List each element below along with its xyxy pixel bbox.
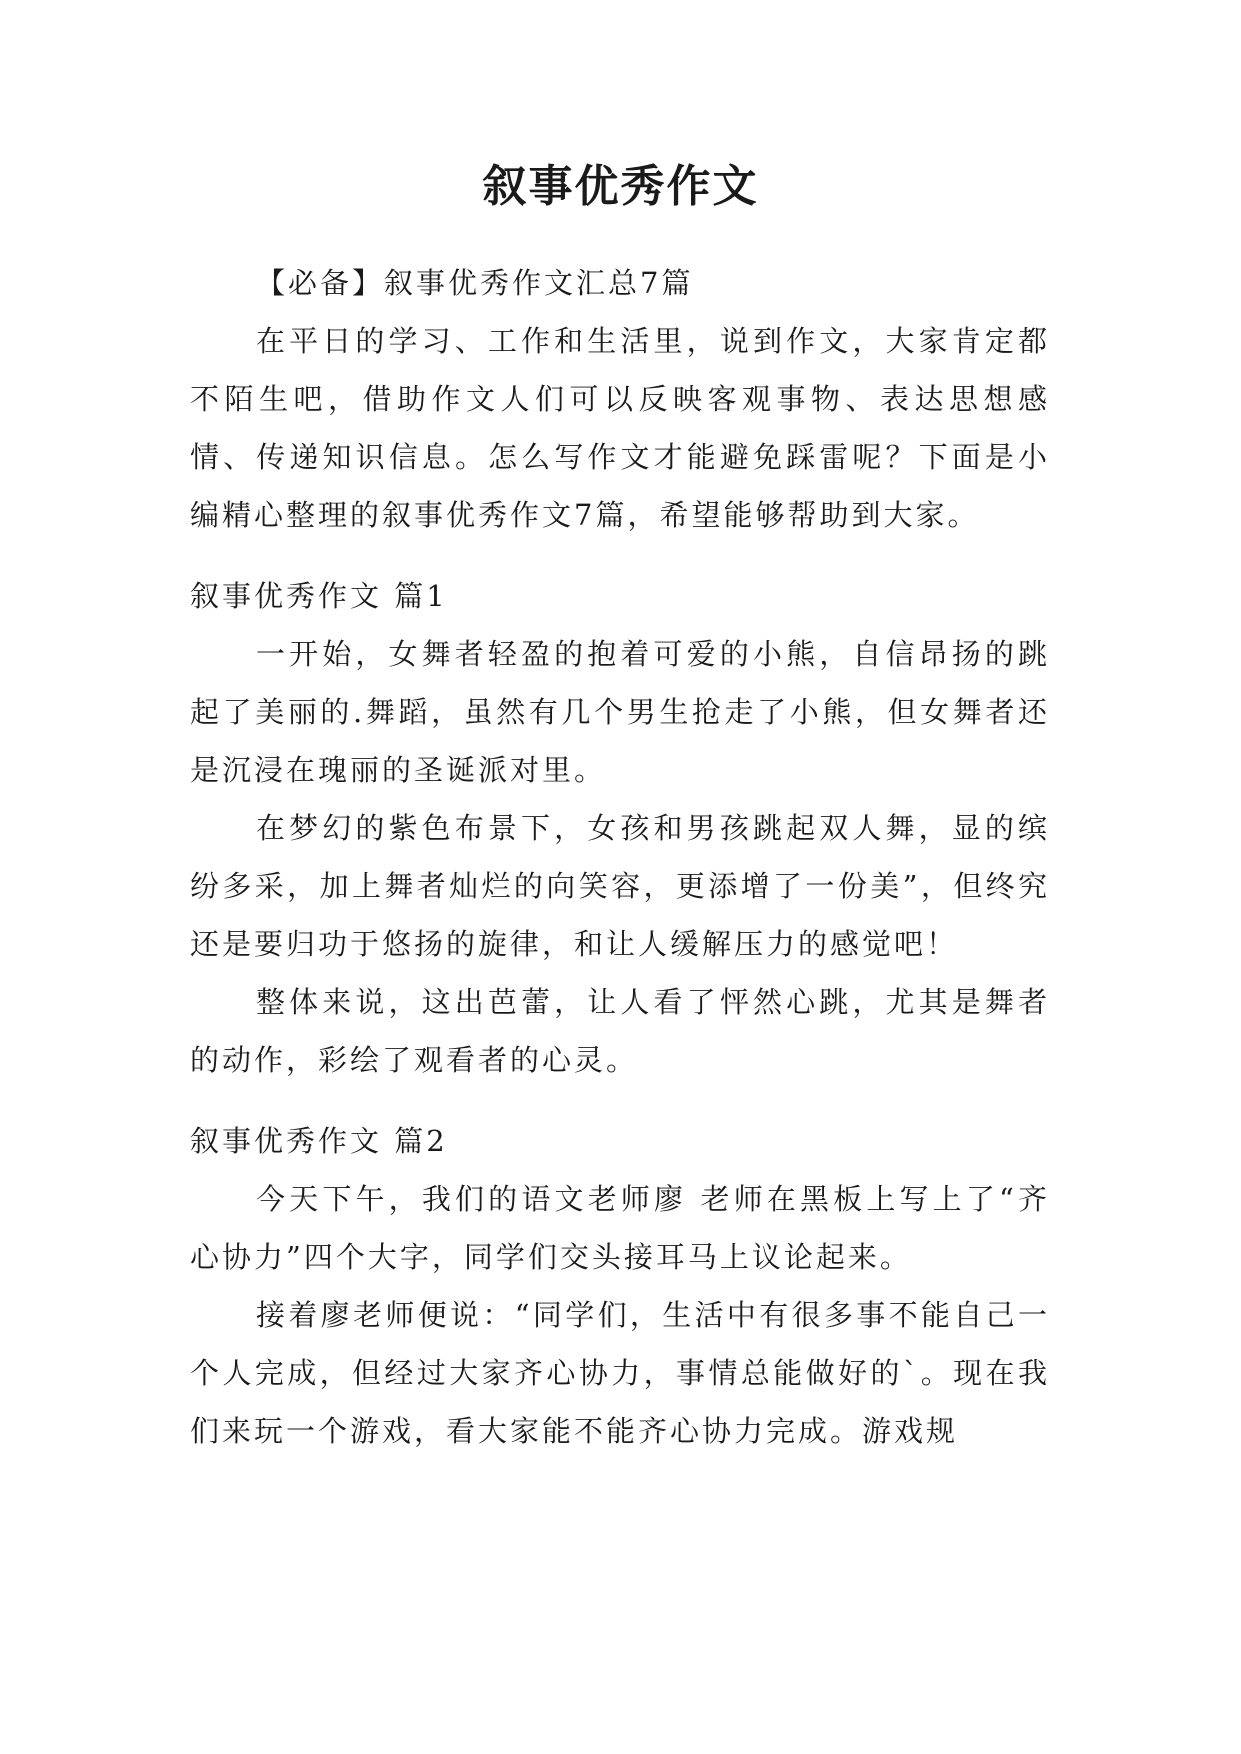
section-2-paragraph-1: 今天下午，我们的语文老师廖 老师在黑板上写上了“齐心协力”四个大字，同学们交头接耳马上议论起来。	[190, 1182, 1050, 1274]
section-2-paragraph-2: 接着廖老师便说：“同学们，生活中有很多事不能自己一个人完成，但经过大家齐心协力，事情总能做好的`。现在我们来玩一个游戏，看大家能不能齐心协力完成。游戏规	[190, 1298, 1050, 1448]
section-2-heading: 叙事优秀作文 篇2	[190, 1124, 448, 1158]
section-1-heading: 叙事优秀作文 篇1	[190, 579, 448, 613]
section-1-paragraph-2: 在梦幻的紫色布景下，女孩和男孩跳起双人舞，显的缤纷多采，加上舞者灿烂的向笑容，更添增了一份美”，但终究还是要归功于悠扬的旋律，和让人缓解压力的感觉吧！	[190, 811, 1050, 961]
section-1-paragraph-1: 一开始，女舞者轻盈的抱着可爱的小熊，自信昂扬的跳起了美丽的.舞蹈，虽然有几个男生抢走了小熊，但女舞者还是沉浸在瑰丽的圣诞派对里。	[190, 637, 1050, 787]
document-title: 叙事优秀作文	[482, 161, 759, 212]
intro-line: 【必备】叙事优秀作文汇总7篇	[256, 266, 694, 300]
intro-paragraph: 在平日的学习、工作和生活里，说到作文，大家肯定都不陌生吧，借助作文人们可以反映客观事物、表达思想感情、传递知识信息。怎么写作文才能避免踩雷呢？下面是小编精心整理的叙事优秀作文7篇，希望能够帮助到大家。	[190, 324, 1050, 532]
section-1-paragraph-3: 整体来说，这出芭蕾，让人看了怦然心跳，尤其是舞者的动作，彩绘了观看者的心灵。	[190, 985, 1050, 1077]
